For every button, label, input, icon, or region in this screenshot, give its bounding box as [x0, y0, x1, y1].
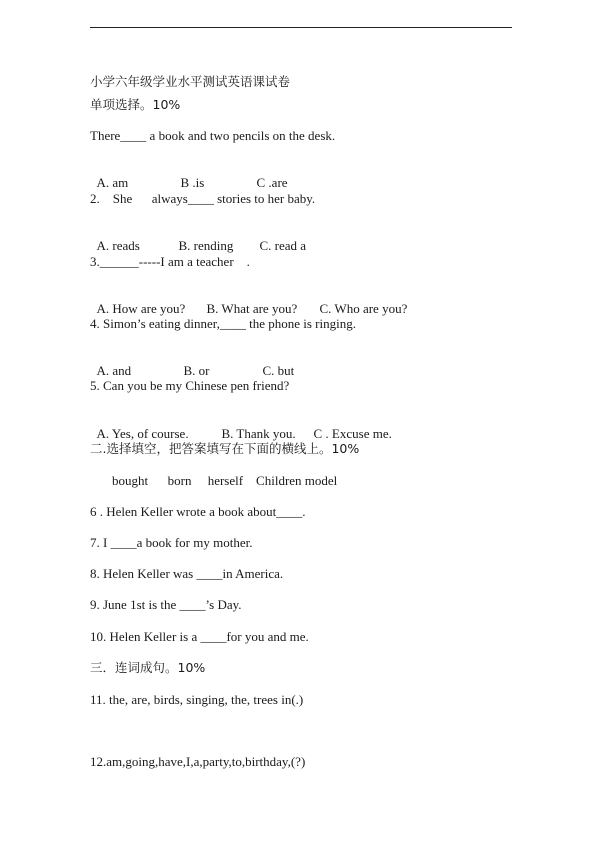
word-bank: bought born herself Children model: [112, 473, 338, 488]
question-5-text: 5. Can you be my Chinese pen friend?: [90, 378, 290, 393]
question-4-option-a: A. and: [96, 363, 132, 378]
question-6-text: 6 . Helen Keller wrote a book about____.: [90, 504, 306, 519]
question-3-options: [90, 285, 407, 317]
section3-title: 三．连词成句。10%: [90, 660, 206, 675]
question-3-option-b: B. What are you?: [206, 301, 298, 316]
question-2-options: [90, 222, 306, 254]
exam-title: 小学六年级学业水平测试英语课试卷: [90, 74, 291, 89]
question-3-option-a: A. How are you?: [96, 301, 186, 316]
question-2-option-a: A. reads: [96, 238, 140, 253]
question-1-option-b: B .is: [180, 175, 205, 190]
question-11-text: 11. the, are, birds, singing, the, trees in(.): [90, 692, 304, 707]
question-1-option-c: C .are: [256, 175, 288, 190]
top-rule: [90, 27, 512, 28]
question-7-text: 7. I ____a book for my mother.: [90, 535, 253, 550]
section1-title: 单项选择。10%: [90, 97, 181, 112]
question-4-options: [90, 347, 294, 379]
question-2-text: 2. She always____ stories to her baby.: [90, 191, 316, 206]
question-2-option-c: C. read a: [259, 238, 307, 253]
question-5-option-c: C . Excuse me.: [313, 426, 392, 441]
question-3-text: 3.______-----I am a teacher .: [90, 254, 250, 269]
question-2-option-b: B. rending: [178, 238, 234, 253]
question-1-option-a: A. am: [96, 175, 129, 190]
question-5-option-b: B. Thank you.: [221, 426, 296, 441]
question-4-text: 4. Simon’s eating dinner,____ the phone is ringing.: [90, 316, 356, 331]
question-12-text: 12.am,going,have,I,a,party,to,birthday,(?): [90, 754, 306, 769]
question-1-options: [90, 159, 288, 191]
question-5-option-a: A. Yes, of course.: [96, 426, 189, 441]
question-9-text: 9. June 1st is the ____’s Day.: [90, 597, 242, 612]
question-3-option-c: C. Who are you?: [319, 301, 408, 316]
question-10-text: 10. Helen Keller is a ____for you and me.: [90, 629, 309, 644]
question-5-options: [90, 410, 392, 442]
question-8-text: 8. Helen Keller was ____in America.: [90, 566, 284, 581]
section2-title: 二.选择填空，把答案填写在下面的横线上。10%: [90, 441, 360, 456]
question-4-option-b: B. or: [183, 363, 210, 378]
question-1-text: There____ a book and two pencils on the desk.: [90, 128, 336, 143]
question-4-option-c: C. but: [262, 363, 295, 378]
